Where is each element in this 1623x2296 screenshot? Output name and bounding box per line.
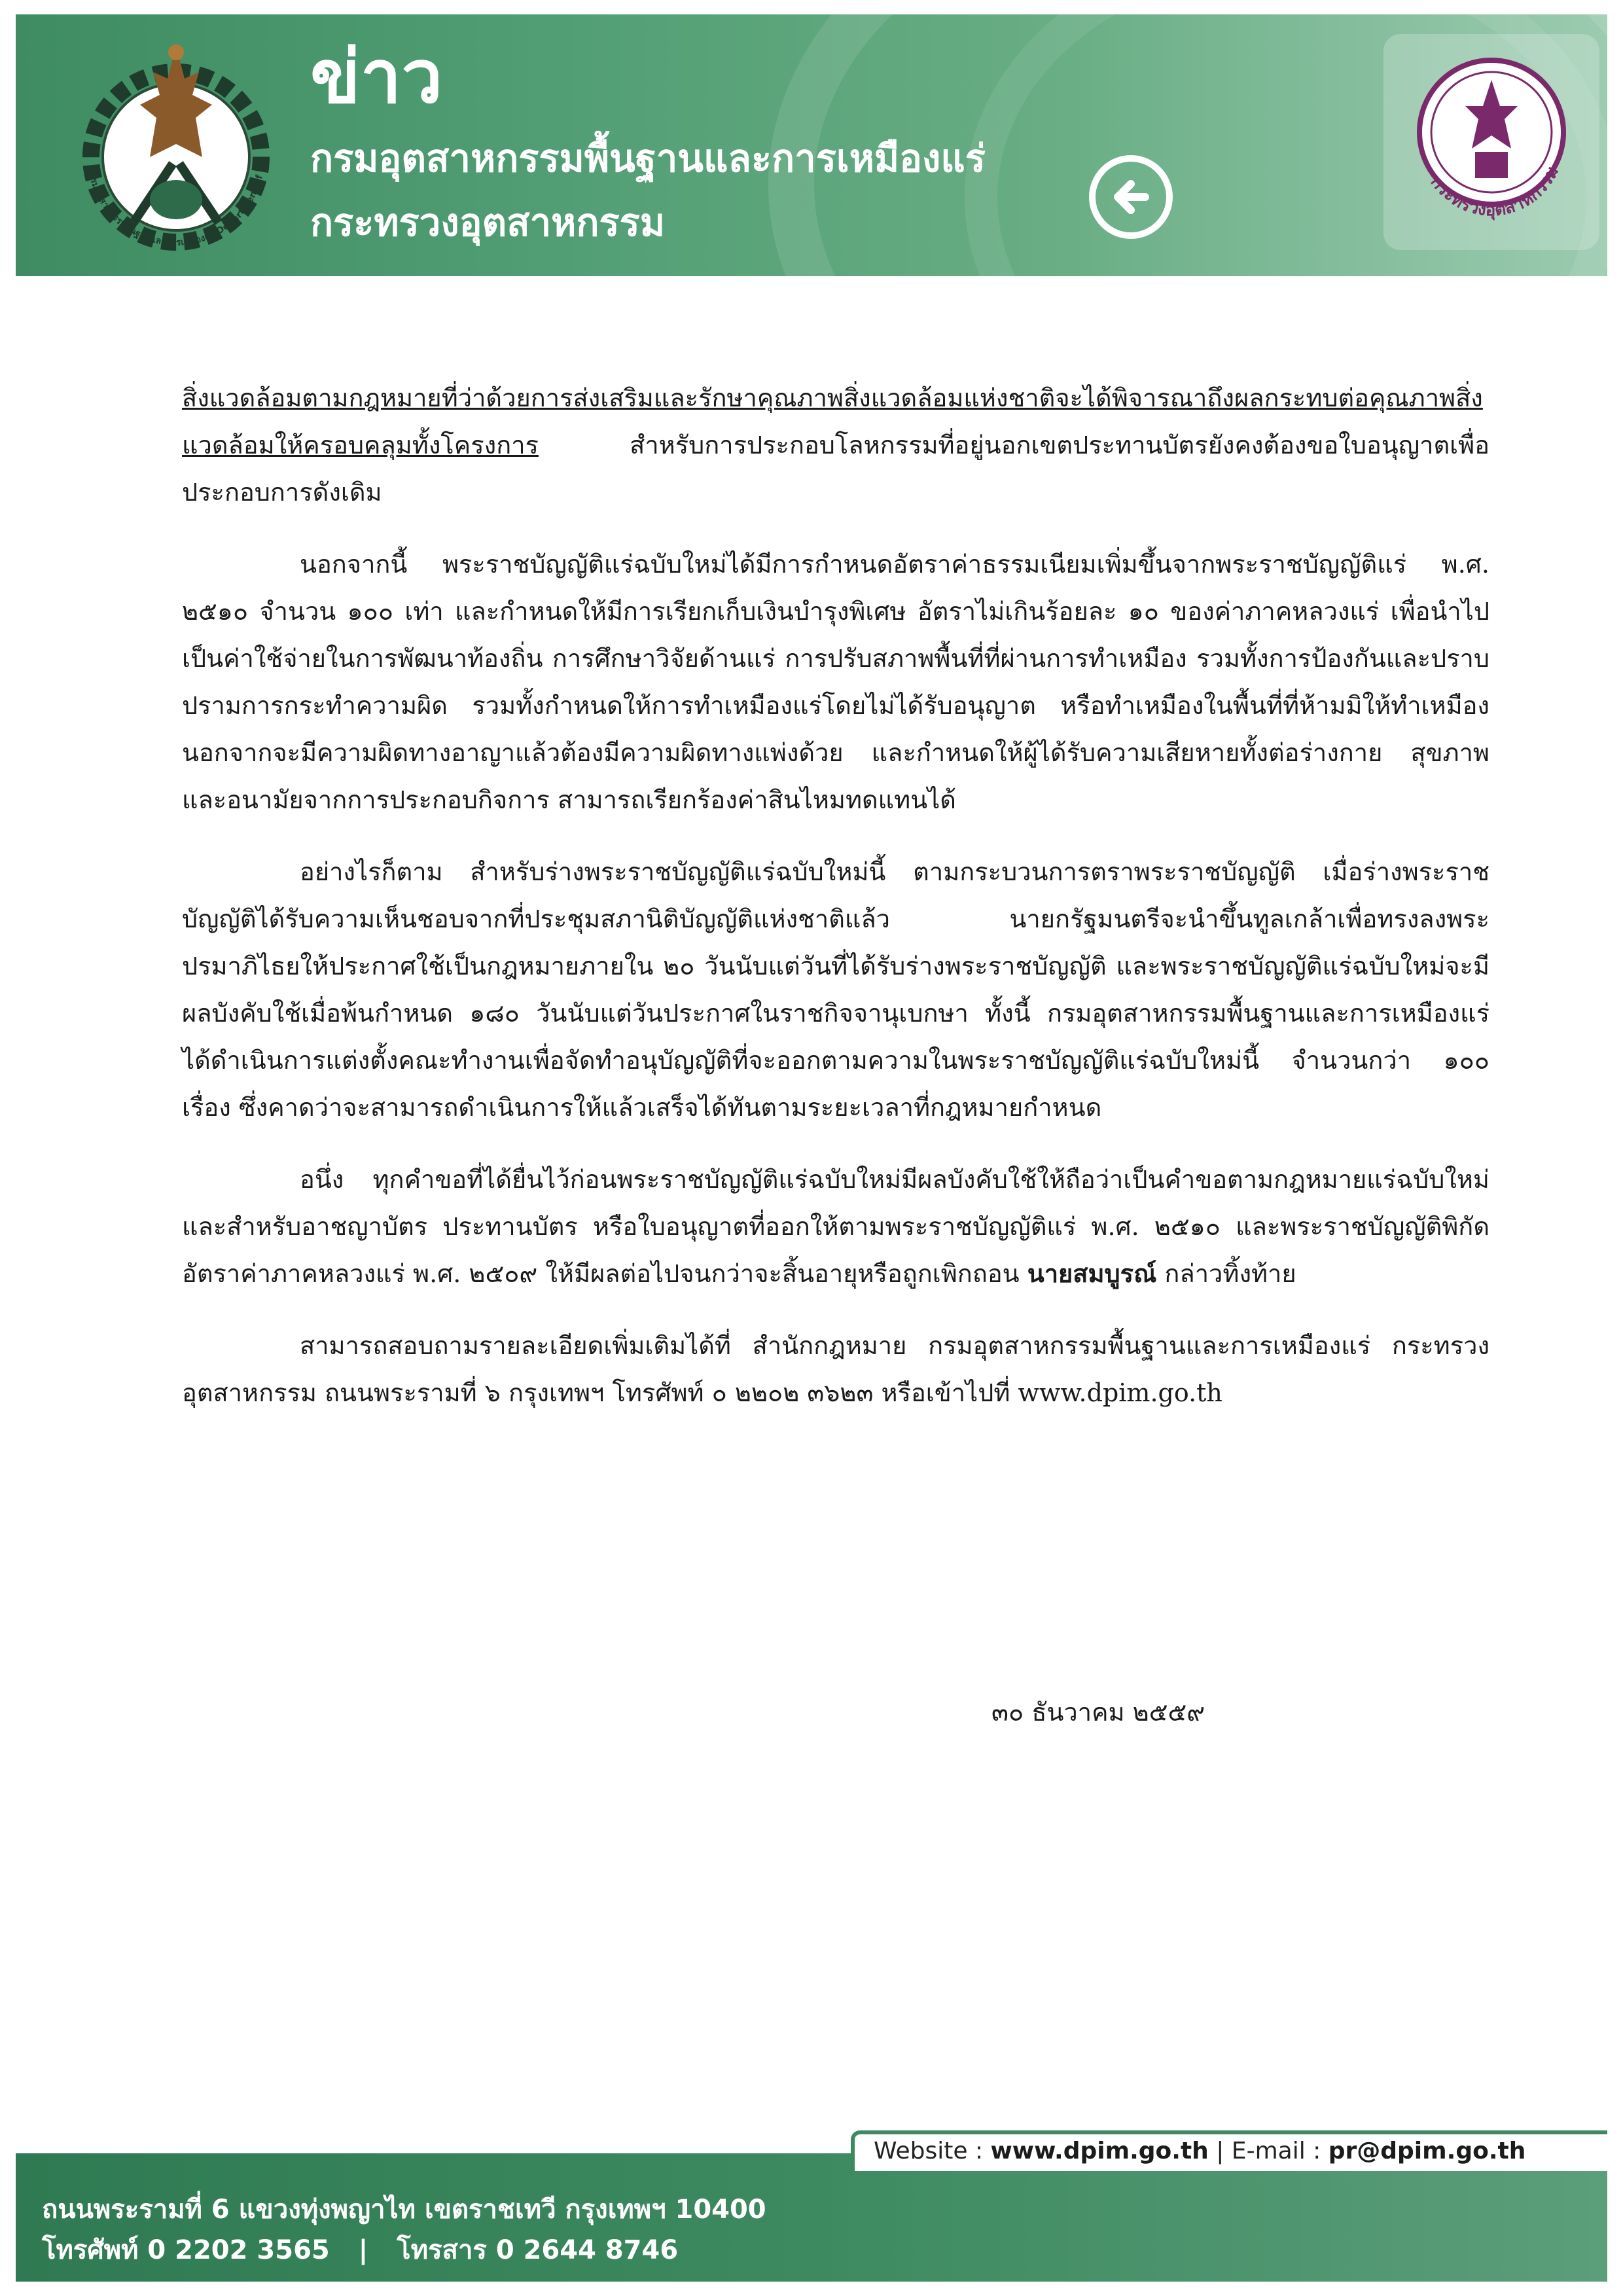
- paragraph-1: [182, 374, 1489, 516]
- paragraph-1-rest: สำหรับการประกอบโลหกรรมที่อยู่นอกเขตประทานบัตรยังคงต้องขอใบอนุญาตเพื่อประกอบการดังเดิม: [182, 431, 1489, 507]
- underlined-text: สิ่งแวดล้อมตามกฎหมายที่ว่าด้วยการส่งเสริมและรักษาคุณภาพสิ่งแวดล้อมแห่งชาติจะได้พิจารณาถึงผลกระทบต่อคุณภาพสิ่งแวดล้อมให้ครอบคลุมทั้งโครงการ: [182, 384, 1483, 459]
- footer-address: ถนนพระรามที่ 6 แขวงทุ่งพญาไท เขตราชเทวี กรุงเทพฯ 10400: [42, 2195, 766, 2225]
- header-banner: [16, 14, 1607, 276]
- press-release-body: [182, 374, 1489, 1441]
- release-date: ๓๐ ธันวาคม ๒๕๕๙: [991, 1698, 1205, 1727]
- paragraph-4: [182, 1156, 1489, 1297]
- phone-fax-separator: |: [358, 2235, 368, 2265]
- website-link[interactable]: www.dpim.go.th: [990, 2138, 1209, 2164]
- paragraph-5: สามารถสอบถามรายละเอียดเพิ่มเติมได้ที่ สำนักกฎหมาย กรมอุตสาหกรรมพื้นฐานและการเหมืองแร่ กระทรวงอุตสาหกรรม ถนนพระรามที่ ๖ กรุงเทพฯ โทรศัพท์ ๐ ๒๒๐๒ ๓๖๒๓ หรือเข้าไปที่ www.dpim.go.th: [182, 1331, 1489, 1407]
- website-label: Website :: [874, 2138, 984, 2164]
- fax-number: โทรสาร 0 2644 8746: [397, 2235, 679, 2265]
- footer-phone-fax: [42, 2232, 678, 2269]
- email-label: E-mail :: [1231, 2138, 1321, 2164]
- phone-number: โทรศัพท์ 0 2202 3565: [42, 2235, 330, 2265]
- email-link[interactable]: pr@dpim.go.th: [1328, 2138, 1526, 2164]
- speaker-name: นายสมบูรณ์: [1027, 1259, 1157, 1288]
- department-logo-text: กรมอุตสาหกรรมพื้นฐานและการเหมืองแร่ Department of Pri: [86, 158, 268, 249]
- paragraph-2: นอกจากนี้ พระราชบัญญัติแร่ฉบับใหม่ได้มีการกำหนดอัตราค่าธรรมเนียมเพิ่มขึ้นจากพระราชบัญญัติแร่ พ.ศ. ๒๕๑๐ จำนวน ๑๐๐ เท่า และกำหนดให้มีการเรียกเก็บเงินบำรุงพิเศษ อัตราไม่เกินร้อยละ ๑๐ ของค่าภาคหลวงแร่ เพื่อนำไปเป็นค่าใช้จ่ายในการพัฒนาท้องถิ่น การศึกษาวิจัยด้านแร่ การปรับสภาพพื้นที่ที่ผ่านการทำเหมือง รวมทั้งการป้องกันและปราบปรามการกระทำความผิด รวมทั้งกำหนดให้การทำเหมืองแร่โดยไม่ได้รับอนุญาต หรือทำเหมืองในพื้นที่ที่ห้ามมิให้ทำเหมือง นอกจากจะมีความผิดทางอาญาแล้วต้องมีความผิดทางแพ่งด้วย และกำหนดให้ผู้ได้รับความเสียหายทั้งต่อร่างกาย สุขภาพ และอนามัยจากการประกอบกิจการ สามารถเรียกร้องค่าสินไหมทดแทนได้: [182, 550, 1489, 814]
- department-name: กรมอุตสาหกรรมพื้นฐานและการเหมืองแร่: [310, 136, 986, 181]
- arrow-left-icon: [1105, 171, 1157, 223]
- news-title: ข่าว: [310, 35, 443, 120]
- ministry-logo-text: กระทรวงอุตสาหกรรม: [1426, 163, 1563, 221]
- footer-web-contact: [874, 2135, 1525, 2168]
- department-logo: [62, 33, 291, 255]
- paragraph-3: อย่างไรก็ตาม สำหรับร่างพระราชบัญญัติแร่ฉบับใหม่นี้ ตามกระบวนการตราพระราชบัญญัติ เมื่อร่างพระราชบัญญัติได้รับความเห็นชอบจากที่ประชุมสภานิติบัญญัติแห่งชาติแล้ว นายกรัฐมนตรีจะนำขึ้นทูลเกล้าเพื่อทรงลงพระปรมาภิไธยให้ประกาศใช้เป็นกฎหมายภายใน ๒๐ วันนับแต่วันที่ได้รับร่างพระราชบัญญัติ และพระราชบัญญัติแร่ฉบับใหม่จะมีผลบังคับใช้เมื่อพ้นกำหนด ๑๘๐ วันนับแต่วันประกาศในราชกิจจานุเบกษา ทั้งนี้ กรมอุตสาหกรรมพื้นฐานและการเหมืองแร่ ได้ดำเนินการแต่งตั้งคณะทำงานเพื่อจัดทำอนุบัญญัติที่จะออกตามความในพระราชบัญญัติแร่ฉบับใหม่นี้ จำนวนกว่า ๑๐๐ เรื่อง ซึ่งคาดว่าจะสามารถดำเนินการให้แล้วเสร็จได้ทันตามระยะเวลาที่กฎหมายกำหนด: [182, 857, 1489, 1122]
- paragraph-4-ending: กล่าวทิ้งท้าย: [1164, 1259, 1296, 1288]
- ministry-name: กระทรวงอุตสาหกรรม: [310, 200, 666, 245]
- paragraph-4-text: อนึ่ง ทุกคำขอที่ได้ยื่นไว้ก่อนพระราชบัญญัติแร่ฉบับใหม่มีผลบังคับใช้ให้ถือว่าเป็นคำขอตามกฎหมายแร่ฉบับใหม่ และสำหรับอาชญาบัตร ประทานบัตร หรือใบอนุญาตที่ออกให้ตามพระราชบัญญัติแร่ พ.ศ. ๒๕๑๐ และพระราชบัญญัติพิกัดอัตราค่าภาคหลวงแร่ พ.ศ. ๒๕๐๙ ให้มีผลต่อไปจนกว่าจะสิ้นอายุหรือถูกเพิกถอน: [182, 1165, 1489, 1288]
- back-arrow-button[interactable]: [1089, 155, 1173, 239]
- ministry-logo: [1383, 34, 1599, 250]
- contact-separator: |: [1216, 2138, 1224, 2164]
